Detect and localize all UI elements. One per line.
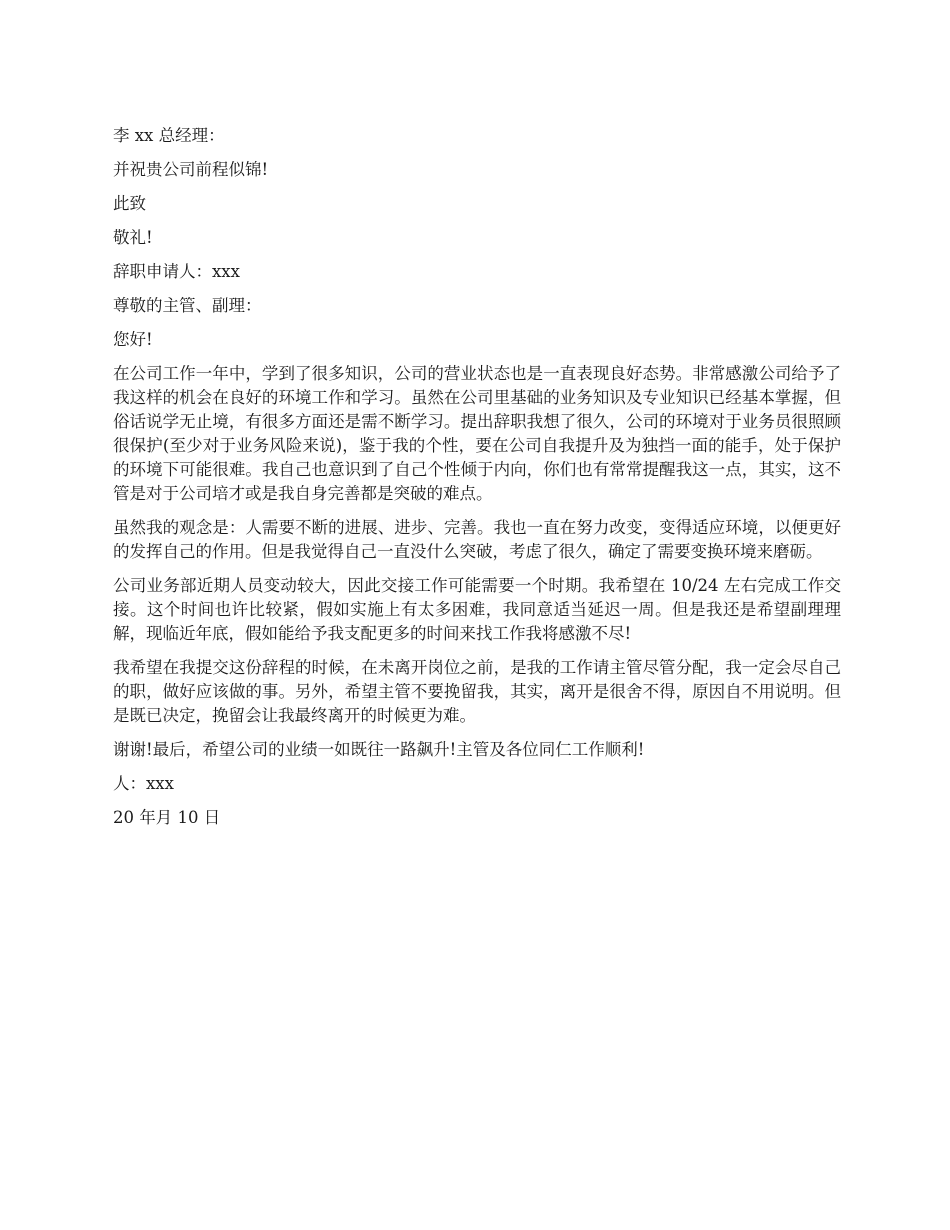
signature-line: 人：xxx xyxy=(113,774,174,793)
wish-line: 并祝贵公司前程似锦! xyxy=(113,160,269,179)
closing-line-2: 敬礼! xyxy=(113,228,153,247)
body-paragraph: 谢谢!最后，希望公司的业绩一如既往一路飙升!主管及各位同仁工作顺利! xyxy=(113,740,645,759)
salutation-manager: 李 xx 总经理： xyxy=(113,126,225,145)
body-paragraph: 我希望在我提交这份辞程的时候，在未离开岗位之前，是我的工作请主管尽管分配，我一定会尽自己的职，做好应该做的事。另外，希望主管不要挽留我，其实，离开是很舍不得，原因自不用说明。但是既已决定，挽留会让我最终离开的时候更为难。 xyxy=(113,658,841,725)
body-paragraph: 公司业务部近期人员变动较大，因此交接工作可能需要一个时期。我希望在 10/24 左右完成工作交接。这个时间也许比较紧，假如实施上有太多困难，我同意适当延迟一周。但是我还是希望副理理解，现临近年底，假如能给予我支配更多的时间来找工作我将感激不尽! xyxy=(113,576,841,643)
greeting: 您好! xyxy=(113,330,153,349)
salutation-supervisor: 尊敬的主管、副理： xyxy=(113,296,262,315)
body-paragraph: 在公司工作一年中，学到了很多知识，公司的营业状态也是一直表现良好态势。非常感激公司给予了我这样的机会在良好的环境工作和学习。虽然在公司里基础的业务知识及专业知识已经基本掌握，但俗话说学无止境，有很多方面还是需不断学习。提出辞职我想了很久，公司的环境对于业务员很照顾很保护(至少对于业务风险来说)，鉴于我的个性，要在公司自我提升及为独挡一面的能手，处于保护的环境下可能很难。我自己也意识到了自己个性倾于内向，你们也有常常提醒我这一点，其实，这不管是对于公司培才或是我自身完善都是突破的难点。 xyxy=(113,364,841,503)
date-line: 20 年月 10 日 xyxy=(113,808,221,827)
closing-line-1: 此致 xyxy=(113,194,146,213)
body-paragraph: 虽然我的观念是：人需要不断的进展、进步、完善。我也一直在努力改变，变得适应环境，以便更好的发挥自己的作用。但是我觉得自己一直没什么突破，考虑了很久，确定了需要变换环境来磨砺。 xyxy=(113,518,841,561)
letter-body xyxy=(113,124,841,840)
applicant-line: 辞职申请人：xxx xyxy=(113,262,240,281)
